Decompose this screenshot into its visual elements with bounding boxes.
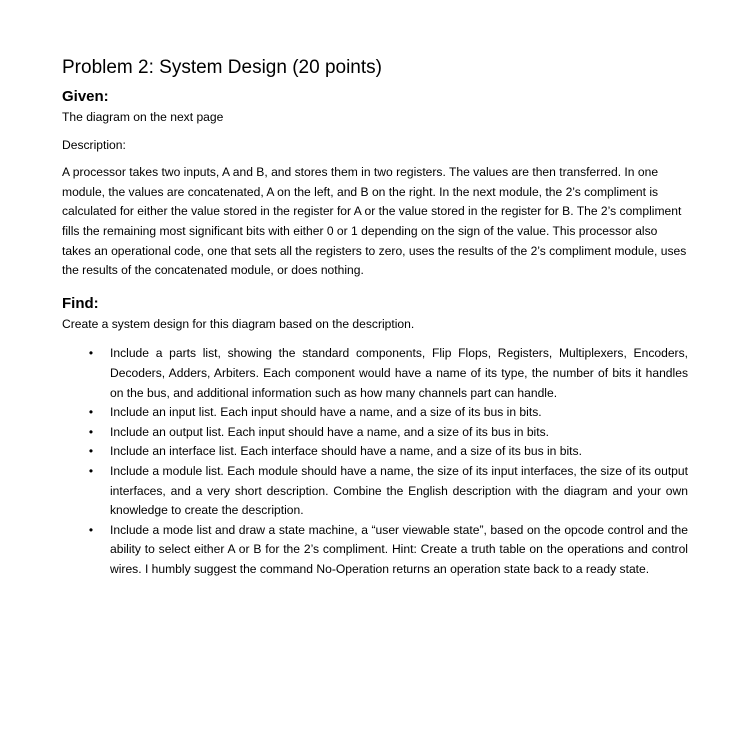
given-section	[62, 88, 688, 281]
given-line-description-label: Description:	[62, 137, 126, 152]
given-description: A processor takes two inputs, A and B, and stores them in two registers. The values are then transferred. In one module, the values are concatenated, A on the left, and B on the right. In the next module, the 2’s compliment is calculated for either the value stored in the register for A or the value stored in the register for B. The 2’s compliment fills the remaining most significant bits with either 0 or 1 depending on the sign of the value. This processor also takes an operational code, one that sets all the registers to zero, uses the results of the 2’s compliment module, uses the results of the concatenated module, or does nothing.	[62, 165, 687, 278]
list-item	[62, 403, 688, 423]
given-line-diagram: The diagram on the next page	[62, 110, 224, 124]
find-intro: Create a system design for this diagram based on the description.	[62, 316, 415, 331]
list-item	[62, 521, 688, 580]
list-item-text: Include a parts list, showing the standard components, Flip Flops, Registers, Multiplexers, Encoders, Decoders, Adders, Arbiters. Each component would have a name of its type, the number of bits it handles on the bus, and additional information such as how many channels part can handle.	[110, 346, 688, 400]
document-page	[62, 56, 688, 579]
bullet-icon: •	[88, 405, 94, 420]
given-heading: Given:	[62, 88, 109, 105]
requirements-list	[62, 344, 688, 579]
bullet-icon: •	[88, 346, 94, 361]
problem-title: Problem 2: System Design (20 points)	[62, 57, 382, 78]
list-item	[62, 344, 688, 403]
list-item	[62, 462, 688, 521]
bullet-icon: •	[88, 522, 94, 537]
find-section	[62, 295, 688, 580]
list-item	[62, 442, 688, 462]
bullet-icon: •	[88, 424, 94, 439]
list-item	[62, 423, 688, 443]
list-item-text: Include an output list. Each input should have a name, and a size of its bus in bits.	[110, 424, 550, 439]
list-item-text: Include an interface list. Each interface should have a name, and a size of its bus in bits.	[110, 444, 582, 459]
find-heading: Find:	[62, 294, 99, 312]
list-item-text: Include a module list. Each module should have a name, the size of its input interfaces, the size of its output interfaces, and a very short description. Combine the English description with the diagram and your own knowledge to create the description.	[110, 463, 688, 518]
bullet-icon: •	[88, 463, 94, 478]
bullet-icon: •	[88, 444, 94, 459]
list-item-text: Include a mode list and draw a state machine, a “user viewable state”, based on the opcode control and the ability to select either A or B for the 2’s compliment. Hint: Create a truth table on the operations and control wires. I humbly suggest the command No-Operation returns an operation state back to a ready state.	[110, 522, 688, 576]
list-item-text: Include an input list. Each input should have a name, and a size of its bus in bits.	[110, 405, 542, 420]
